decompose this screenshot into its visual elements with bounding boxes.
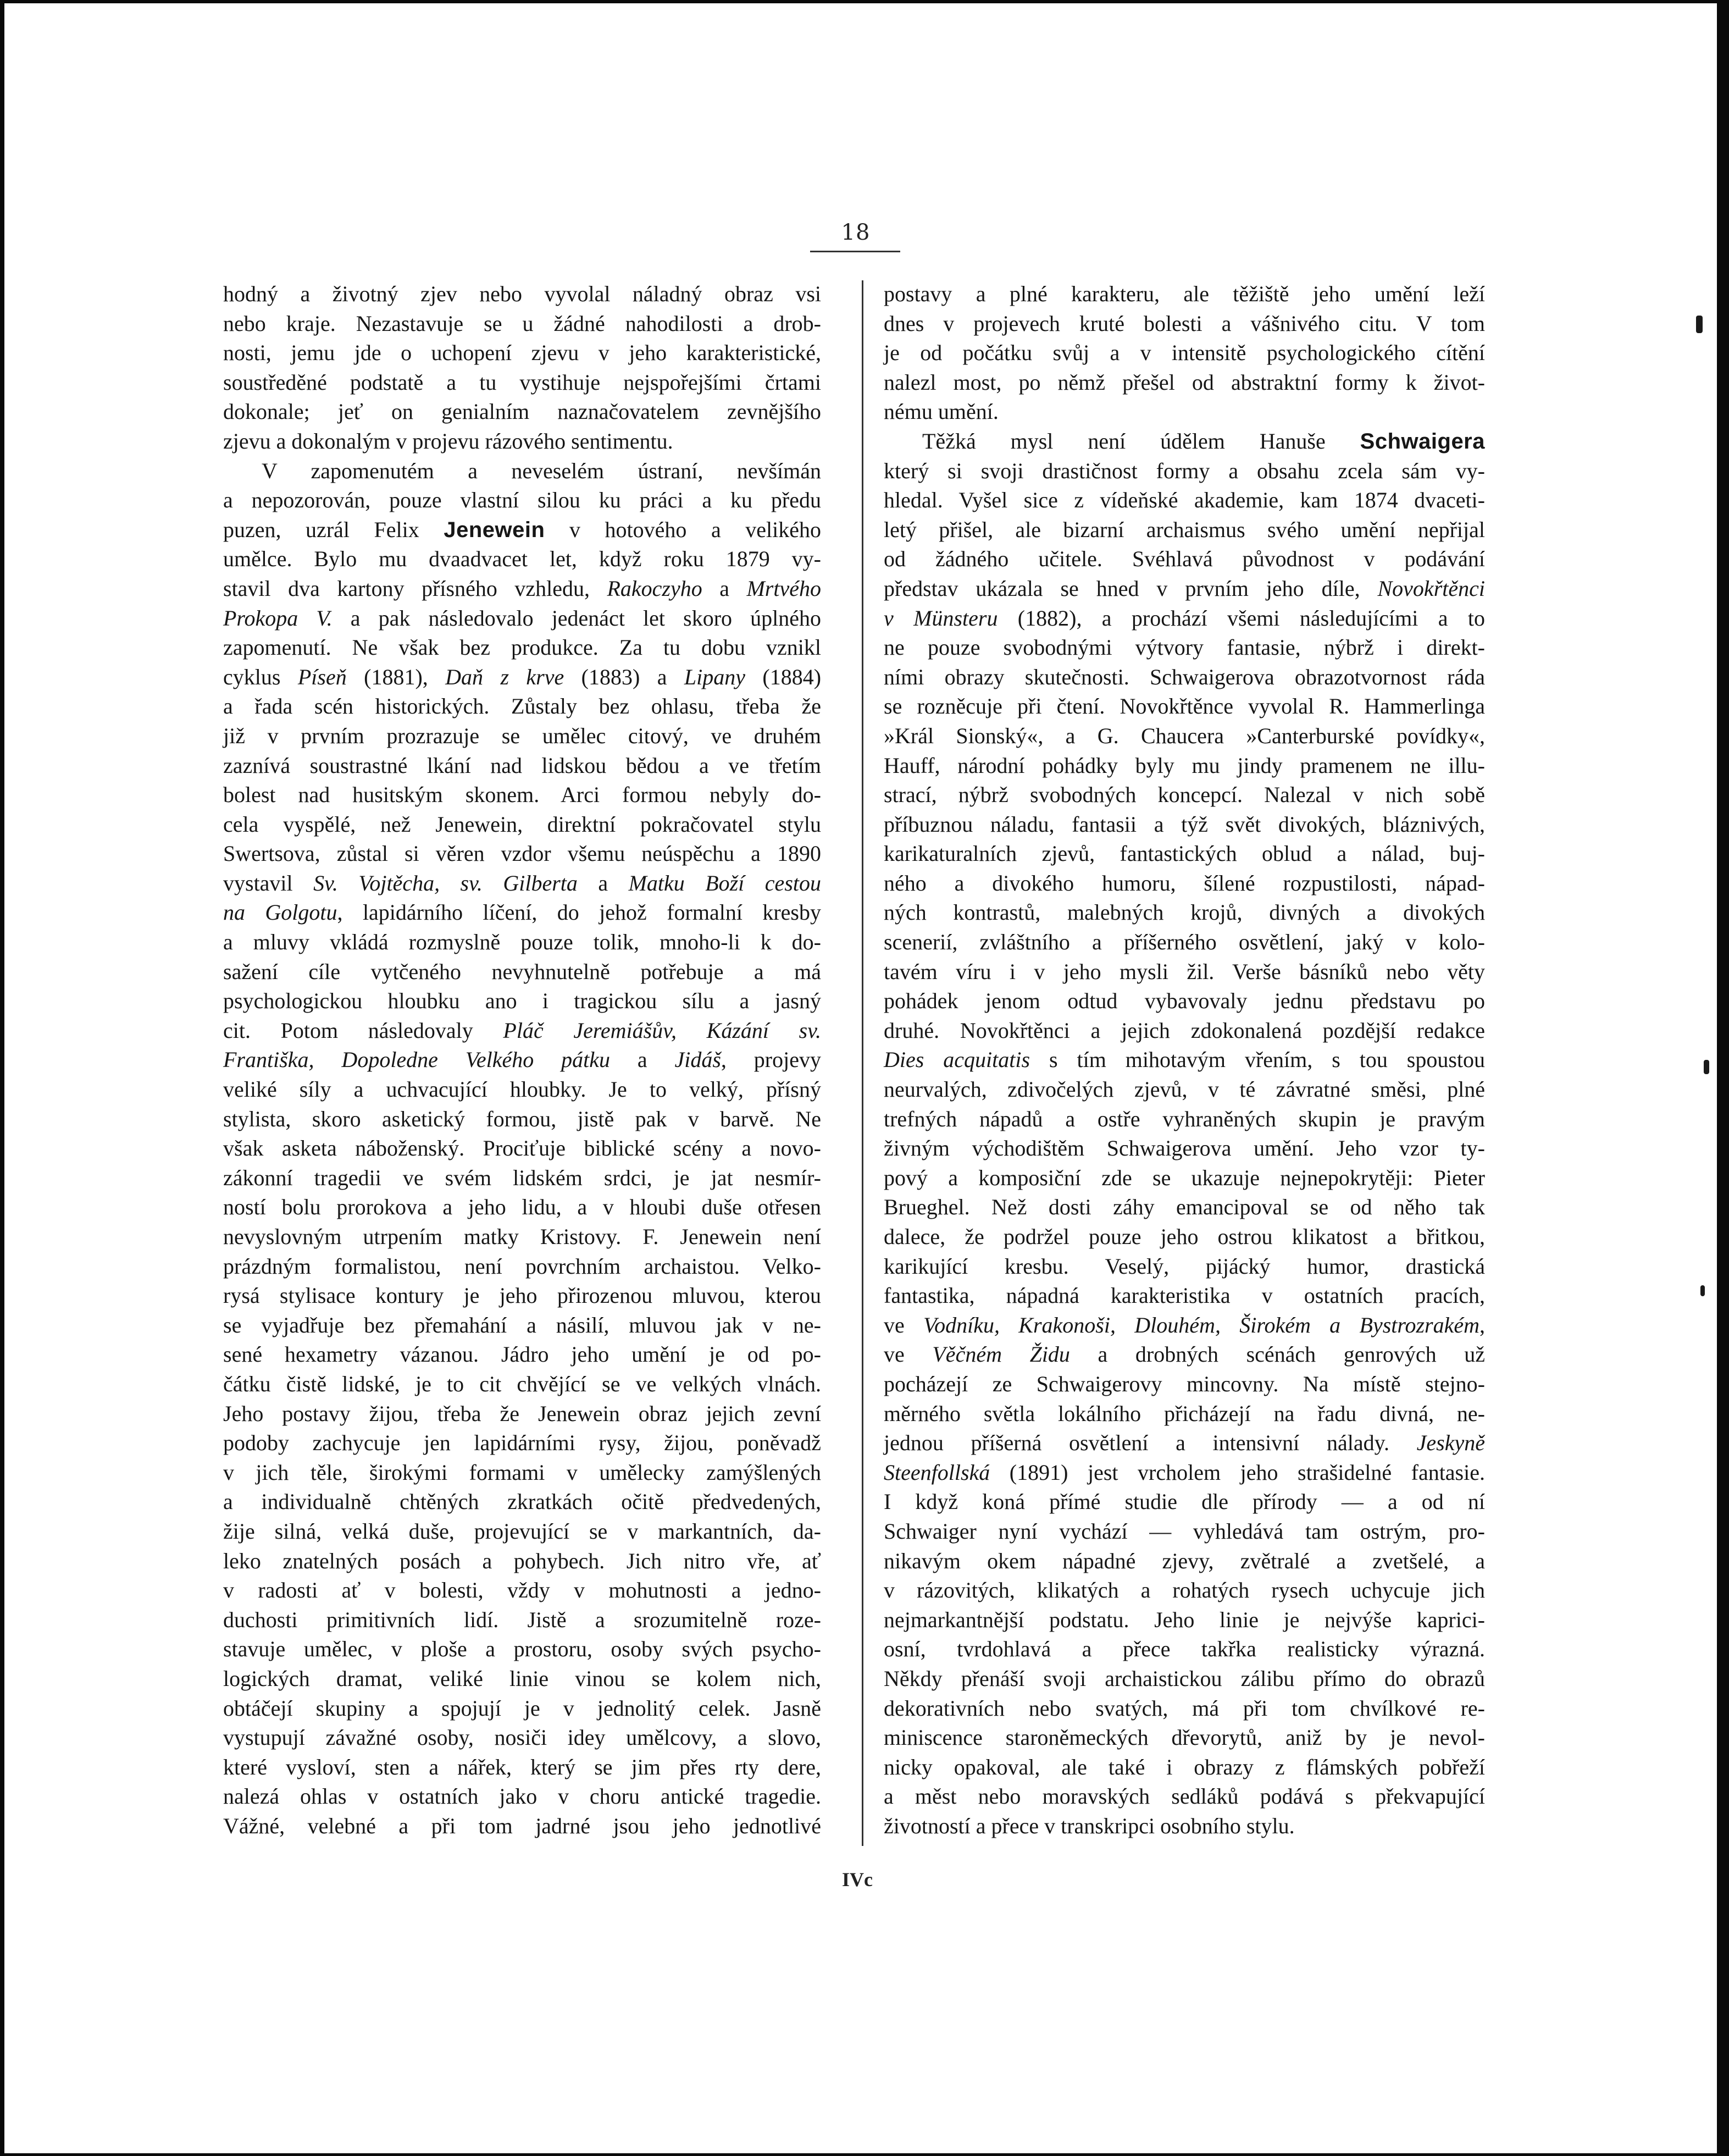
text-segment: hledal. Vyšel sice z vídeňské akademie, kam 1874 dvaceti- <box>884 488 1485 513</box>
text-segment: , lapidárního líčení, do jehož formalní kresby <box>337 900 821 925</box>
text-segment: představ ukázala se hned v prvním jeho díle, <box>884 576 1378 601</box>
text-line <box>223 927 821 957</box>
text-line <box>223 1192 821 1222</box>
text-segment: nebo kraje. Nezastavuje se u žádné nahodilosti a drob- <box>223 311 821 336</box>
text-line <box>223 279 821 309</box>
text-line <box>884 574 1485 604</box>
text-line <box>223 485 821 515</box>
text-line <box>223 1075 821 1104</box>
italic-title: Františka, Dopoledne Velkého pátku <box>223 1047 610 1073</box>
text-line <box>884 1192 1485 1222</box>
text-segment: a měst nebo moravských sedláků podává s překvapující <box>884 1784 1485 1809</box>
text-segment: který si svoji drastičnost formy a obsahu zcela sám vy- <box>884 458 1485 483</box>
text-line <box>223 1104 821 1134</box>
text-segment: , <box>1479 1312 1485 1337</box>
text-line <box>884 1811 1485 1841</box>
text-segment: které vysloví, sten a nářek, který se jim přes rty dere, <box>223 1754 821 1779</box>
text-segment: zákonní tragedii ve svém lidském srdci, je jat nesmír- <box>223 1165 821 1190</box>
text-segment: ve <box>884 1342 933 1367</box>
text-segment: ného a divokého humoru, šílené rozpustilosti, nápad- <box>884 870 1485 895</box>
text-line <box>884 485 1485 515</box>
text-segment: veliké síly a uchvacující hloubky. Je to velký, přísný <box>223 1077 821 1102</box>
text-line <box>223 957 821 987</box>
text-line <box>223 1016 821 1046</box>
text-line <box>884 1281 1485 1311</box>
text-line <box>223 1252 821 1281</box>
text-line <box>884 633 1485 662</box>
text-line <box>223 1546 821 1576</box>
text-line <box>223 1753 821 1782</box>
text-line <box>884 1428 1485 1458</box>
text-line <box>884 692 1485 721</box>
text-segment: vystupují závažné osoby, nosiči idey umělcovy, a slovo, <box>223 1725 821 1750</box>
text-segment: zjevu a dokonalým v projevu rázového sentimentu. <box>223 428 673 454</box>
text-line <box>884 898 1485 927</box>
text-line <box>223 839 821 869</box>
text-line <box>884 1458 1485 1488</box>
text-line <box>884 1753 1485 1782</box>
text-line <box>223 1634 821 1664</box>
text-line <box>884 397 1485 427</box>
text-segment: ve <box>884 1312 924 1337</box>
text-line <box>884 515 1485 545</box>
text-line <box>223 1134 821 1163</box>
italic-title: Jidáš <box>674 1047 721 1073</box>
column-divider <box>862 280 863 1846</box>
text-segment: umělce. Bylo mu dvaadvacet let, když roku 1879 vy- <box>223 546 821 572</box>
text-line <box>884 662 1485 692</box>
text-line <box>223 1575 821 1605</box>
text-segment: ností bolu prorokova a jeho lidu, a v hloubi duše otřesen <box>223 1195 821 1220</box>
text-segment: Brueghel. Než dosti záhy emancipoval se od něho tak <box>884 1195 1485 1220</box>
text-segment: dalece, že podržel pouze jeho ostrou klikatost a břitkou, <box>884 1224 1485 1249</box>
text-segment: (1891) jest vrcholem jeho strašidelné fantasie. <box>990 1460 1485 1485</box>
text-line <box>884 839 1485 869</box>
text-segment: , projevy <box>721 1047 821 1073</box>
text-segment: osní, tvrdohlavá a přece takřka realisticky výrazná. <box>884 1637 1485 1662</box>
artist-name: Schwaigera <box>1360 429 1485 454</box>
text-line <box>884 751 1485 781</box>
text-line <box>223 604 821 633</box>
text-line <box>884 1634 1485 1664</box>
text-line <box>223 397 821 427</box>
text-segment: Hauff, národní pohádky byly mu jindy pramenem ne illu- <box>884 753 1485 778</box>
text-line <box>884 810 1485 839</box>
text-segment: pocházejí ze Schwaigerovy mincovny. Na místě stejno- <box>884 1371 1485 1396</box>
italic-title: Daň z krve <box>445 664 564 689</box>
text-line <box>223 1222 821 1252</box>
text-line <box>223 544 821 574</box>
text-segment: (1882), a prochází všemi následujícími a to <box>997 605 1485 631</box>
italic-title: Dies acquitatis <box>884 1047 1030 1073</box>
text-segment: Schwaiger nyní vychází — vyhledává tam ostrým, pro- <box>884 1518 1485 1544</box>
printer-signature: IVc <box>842 1868 873 1890</box>
text-line <box>223 1369 821 1399</box>
text-segment: logických dramat, veliké linie vinou se kolem nich, <box>223 1666 821 1691</box>
text-segment: dnes v projevech kruté bolesti a vášnivého citu. V tom <box>884 311 1485 336</box>
text-segment: je od počátku svůj a v intensitě psychologického cítění <box>884 340 1485 366</box>
text-segment: a <box>702 576 747 601</box>
italic-title: Steenfollská <box>884 1460 990 1485</box>
text-line <box>223 898 821 927</box>
text-segment: nikavým okem nápadné zjevy, zvětralé a zvetšelé, a <box>884 1548 1485 1573</box>
text-line <box>884 721 1485 751</box>
text-segment: cyklus <box>223 664 298 689</box>
text-line <box>223 456 821 486</box>
text-line <box>884 368 1485 397</box>
text-line <box>223 986 821 1016</box>
text-segment: Těžká mysl není údělem Hanuše <box>922 428 1360 454</box>
artist-name: Jenewein <box>444 517 545 542</box>
text-segment: jednou příšerná osvětlení a intensivní nálady. <box>884 1430 1417 1456</box>
text-segment: duchosti primitivních lidí. Jistě a srozumitelně roze- <box>223 1607 821 1632</box>
text-segment: vystavil <box>223 870 314 895</box>
text-segment: živným východištěm Schwaigerova umění. Jeho vzor ty- <box>884 1136 1485 1161</box>
text-segment: cela vyspělé, než Jenewein, direktní pokračovatel stylu <box>223 811 821 837</box>
text-line <box>223 368 821 397</box>
italic-title: v Münsteru <box>884 605 998 631</box>
text-line <box>884 279 1485 309</box>
text-segment: (1884) <box>745 664 822 689</box>
text-segment: (1883) a <box>564 664 684 689</box>
italic-title: Jeskyně <box>1416 1430 1485 1456</box>
text-segment: a pak následovalo jedenáct let skoro úplného <box>332 605 822 631</box>
text-segment: druhé. Novokřtěnci a jejich zdokonalená pozdější redakce <box>884 1018 1485 1043</box>
text-segment: žije silná, velká duše, projevující se v markantních, da- <box>223 1518 821 1544</box>
text-segment: v jich těle, širokými formami v umělecky zamýšlených <box>223 1460 821 1485</box>
text-segment: cit. Potom následovaly <box>223 1018 503 1043</box>
text-line <box>223 1045 821 1075</box>
text-line <box>884 1723 1485 1753</box>
text-line <box>223 574 821 604</box>
text-line <box>884 1575 1485 1605</box>
text-segment: karikující kresbu. Veselý, pijácký humor, drastická <box>884 1253 1485 1279</box>
italic-title: Prokopa V. <box>223 605 332 631</box>
text-line <box>223 721 821 751</box>
text-segment: již v prvním prozrazuje se umělec citový, ve druhém <box>223 723 821 748</box>
text-segment: sažení cíle vytčeného nevyhnutelně potřebuje a má <box>223 959 821 984</box>
text-segment: rysá stylisace kontury je jeho přirozenou mluvou, kterou <box>223 1283 821 1308</box>
italic-title: Pláč Jeremiášův, Kázání sv. <box>503 1018 821 1043</box>
text-segment: a drobných scénách genrových už <box>1069 1342 1485 1367</box>
text-segment: nevyslovným utrpením matky Kristovy. F. Jenewein není <box>223 1224 821 1249</box>
text-line <box>884 1517 1485 1546</box>
text-line <box>223 338 821 368</box>
text-line <box>223 662 821 692</box>
text-segment: leko znatelných posách a pohybech. Jich nitro vře, ať <box>223 1548 821 1573</box>
text-segment: miniscence staroněmeckých dřevorytů, aniž by je nevol- <box>884 1725 1485 1750</box>
text-line <box>223 1163 821 1193</box>
text-segment: scenerií, zvláštního a příšerného osvětlení, jaký v kolo- <box>884 930 1485 955</box>
text-segment: Jeho postavy žijou, třeba že Jenewein obraz jejich zevní <box>223 1401 821 1426</box>
text-segment: podoby zachycuje jen lapidárními rysy, žijou, poněvadž <box>223 1430 821 1456</box>
italic-title: na Golgotu <box>223 900 337 925</box>
italic-title: Mrtvého <box>746 576 821 601</box>
edge-mark-upper <box>1696 316 1703 333</box>
text-segment: však asketa náboženský. Prociťuje biblické scény a novo- <box>223 1136 821 1161</box>
text-segment: dokonale; jeť on genialním naznačovatelem zevnějšího <box>223 399 821 424</box>
text-segment: nalezá ohlas v ostatních jako v choru antické tragedie. <box>223 1784 821 1809</box>
text-segment: zaznívá soustrastné lkání nad lidskou bědou a ve třetím <box>223 753 821 778</box>
text-segment: od žádného učitele. Svéhlavá původnost v podávání <box>884 546 1485 572</box>
text-segment: (1881), <box>346 664 446 689</box>
text-line <box>884 1252 1485 1281</box>
text-segment: a <box>609 1047 675 1073</box>
text-line <box>223 1664 821 1694</box>
text-segment: karikaturalních zjevů, fantastických oblud a nálad, buj- <box>884 841 1485 866</box>
text-line <box>223 1311 821 1340</box>
text-segment: příbuznou náladu, fantasii a týž svět divokých, bláznivých, <box>884 811 1485 837</box>
text-line <box>884 1163 1485 1193</box>
edge-mark-lower <box>1700 1285 1705 1296</box>
text-line <box>223 633 821 662</box>
text-segment: letý přišel, ale bizarní archaismus svého umění nepřijal <box>884 517 1485 542</box>
text-line <box>884 1782 1485 1811</box>
text-segment: V zapomenutém a neveselém ústraní, nevšímán <box>262 458 821 483</box>
text-line <box>884 1340 1485 1369</box>
text-segment: zapomenutí. Ne však bez produkce. Za tu dobu vznikl <box>223 635 821 660</box>
text-line <box>884 1399 1485 1429</box>
text-segment: životností a přece v transkripci osobního stylu. <box>884 1813 1295 1838</box>
text-segment: Někdy přenáší svoji archaistickou zálibu přímo do obrazů <box>884 1666 1485 1691</box>
text-segment: stavuje umělec, v ploše a prostoru, osoby svých psycho- <box>223 1637 821 1662</box>
text-line <box>223 1340 821 1369</box>
text-segment: měrného světla lokálního přicházejí na řadu divná, ne- <box>884 1401 1485 1426</box>
text-line <box>223 309 821 339</box>
text-line <box>223 1428 821 1458</box>
text-segment: a řada scén historických. Zůstaly bez ohlasu, třeba že <box>223 694 821 719</box>
text-segment: neurvalých, zdivočelých zjevů, v té závratné směsi, plné <box>884 1077 1485 1102</box>
right-column <box>884 279 1485 1840</box>
text-segment: a mluvy vkládá rozmyslně pouze tolik, mnoho-li k do- <box>223 930 821 955</box>
italic-title: Rakoczyho <box>607 576 702 601</box>
text-segment: »Král Sionský«, a G. Chaucera »Canterburské povídky«, <box>884 723 1485 748</box>
text-segment: s tím mihotavým vřením, s tou spoustou <box>1030 1047 1486 1073</box>
text-segment: pový a komposiční zde se ukazuje nejnepokrytěji: Pieter <box>884 1165 1485 1190</box>
text-segment: dekorativních nebo svatých, má při tom chvílkové re- <box>884 1695 1485 1721</box>
text-segment: nému umění. <box>884 399 999 424</box>
text-line <box>223 515 821 545</box>
text-line <box>884 1311 1485 1340</box>
text-segment: ními obrazy skutečnosti. Schwaigerova obrazotvornost ráda <box>884 664 1485 689</box>
text-segment: nosti, jemu jde o uchopení zjevu v jeho karakteristické, <box>223 340 821 366</box>
text-line <box>223 1281 821 1311</box>
text-line <box>884 309 1485 339</box>
page-number: 18 <box>841 220 871 245</box>
text-segment: fantastika, nápadná karakteristika v ostatních pracích, <box>884 1283 1485 1308</box>
text-segment: nalezl most, po němž přešel od abstraktní formy k život- <box>884 369 1485 395</box>
text-line <box>884 544 1485 574</box>
text-segment: stavil dva kartony přísného vzhledu, <box>223 576 607 601</box>
text-segment: bolest nad husitským skonem. Arci formou nebyly do- <box>223 782 821 808</box>
text-line <box>884 1487 1485 1517</box>
text-line <box>884 1369 1485 1399</box>
text-line <box>223 1723 821 1753</box>
text-segment: se rozněcuje při čtení. Novokřtěnce vyvolal R. Hammerlinga <box>884 694 1485 719</box>
text-line <box>223 1605 821 1635</box>
text-line <box>884 1664 1485 1694</box>
text-line <box>884 780 1485 810</box>
text-segment: se vyjadřuje bez přemahání a násilí, mluvou jak v ne- <box>223 1312 821 1337</box>
text-line <box>884 1104 1485 1134</box>
text-segment: sené hexametry vázanou. Jádro jeho umění je od po- <box>223 1342 821 1367</box>
text-segment: prázdným formalistou, není povrchním archaistou. Velko- <box>223 1253 821 1279</box>
text-line <box>884 957 1485 987</box>
text-line <box>223 810 821 839</box>
italic-title: Matku Boží cestou <box>628 870 821 895</box>
text-line <box>223 1694 821 1723</box>
text-line <box>223 1458 821 1488</box>
text-segment: v hotového a velikého <box>545 517 821 542</box>
italic-title: Píseň <box>297 664 347 689</box>
text-segment: v radosti ať v bolesti, vždy v mohutnosti a jedno- <box>223 1578 821 1603</box>
text-segment: puzen, uzrál Felix <box>223 517 444 542</box>
text-segment: pohádek jenom odtud vybavovaly jednu představu po <box>884 988 1485 1014</box>
text-line <box>884 1694 1485 1723</box>
text-line <box>884 427 1485 456</box>
edge-mark-middle <box>1704 1060 1709 1074</box>
text-segment: nicky opakoval, ale také i obrazy z flámských pobřeží <box>884 1754 1485 1779</box>
text-line <box>884 1134 1485 1163</box>
text-line <box>884 1016 1485 1046</box>
text-line <box>884 1546 1485 1576</box>
page-number-rule <box>810 251 900 252</box>
text-segment: ných kontrastů, malebných krojů, divných a divokých <box>884 900 1485 925</box>
text-segment: a nepozorován, pouze vlastní silou ku práci a ku předu <box>223 488 821 513</box>
text-segment: stylista, skoro asketický formou, jistě pak v barvě. Ne <box>223 1106 821 1131</box>
text-segment: postavy a plné karakteru, ale těžiště jeho umění leží <box>884 281 1485 306</box>
text-line <box>223 869 821 898</box>
text-line <box>884 1222 1485 1252</box>
text-line <box>223 1811 821 1841</box>
text-segment: hodný a životný zjev nebo vyvolal náladný obraz vsi <box>223 281 821 306</box>
left-column <box>223 279 821 1840</box>
text-line <box>884 1045 1485 1075</box>
text-segment: trefných nápadů a ostře vyhraněných skupin je pravým <box>884 1106 1485 1131</box>
text-line <box>223 1399 821 1429</box>
text-line <box>223 427 821 456</box>
text-segment: soustředěné podstatě a tu vystihuje nejspořejšími črtami <box>223 369 821 395</box>
text-line <box>884 1605 1485 1635</box>
text-line <box>223 692 821 721</box>
text-segment: v rázovitých, klikatých a rohatých rysech uchycuje jich <box>884 1578 1485 1603</box>
text-line <box>884 1075 1485 1104</box>
text-line <box>223 1517 821 1546</box>
italic-title: Vodníku, Krakonoši, Dlouhém, Širokém a Bystrozrakém <box>923 1312 1479 1337</box>
italic-title: Novokřtěnci <box>1377 576 1485 601</box>
italic-title: Sv. Vojtěcha, sv. Gilberta <box>313 870 578 895</box>
text-segment: psychologickou hloubku ano i tragickou sílu a jasný <box>223 988 821 1014</box>
text-segment: strací, nýbrž svobodných koncepcí. Nalezal v nich sobě <box>884 782 1485 808</box>
text-line <box>884 869 1485 898</box>
text-segment: Vážné, velebné a při tom jadrné jsou jeho jednotlivé <box>223 1813 821 1838</box>
text-segment: I když koná přímé studie dle přírody — a od ní <box>884 1489 1485 1514</box>
text-segment: nejmarkantnější podstatu. Jeho linie je nejvýše kaprici- <box>884 1607 1485 1632</box>
text-segment: čátku čistě lidské, je to cit chvějící se ve velkých vlnách. <box>223 1371 821 1396</box>
italic-title: Lipany <box>684 664 745 689</box>
text-segment: a individualně chtěných zkratkách očitě předvedených, <box>223 1489 821 1514</box>
text-line <box>223 751 821 781</box>
text-segment: obtáčejí skupiny a spojují je v jednolitý celek. Jasně <box>223 1695 821 1721</box>
text-line <box>884 986 1485 1016</box>
text-segment: a <box>577 870 629 895</box>
text-segment: Swertsova, zůstal si věren vzdor všemu neúspěchu a 1890 <box>223 841 821 866</box>
text-line <box>223 1487 821 1517</box>
text-line <box>884 338 1485 368</box>
italic-title: Věčném Židu <box>932 1342 1070 1367</box>
text-line <box>884 927 1485 957</box>
text-line <box>884 456 1485 486</box>
text-line <box>884 604 1485 633</box>
text-segment: tavém víru i v jeho mysli žil. Verše básníků nebo věty <box>884 959 1485 984</box>
text-line <box>223 1782 821 1811</box>
text-line <box>223 780 821 810</box>
text-segment: ne pouze svobodnými výtvory fantasie, nýbrž i direkt- <box>884 635 1485 660</box>
